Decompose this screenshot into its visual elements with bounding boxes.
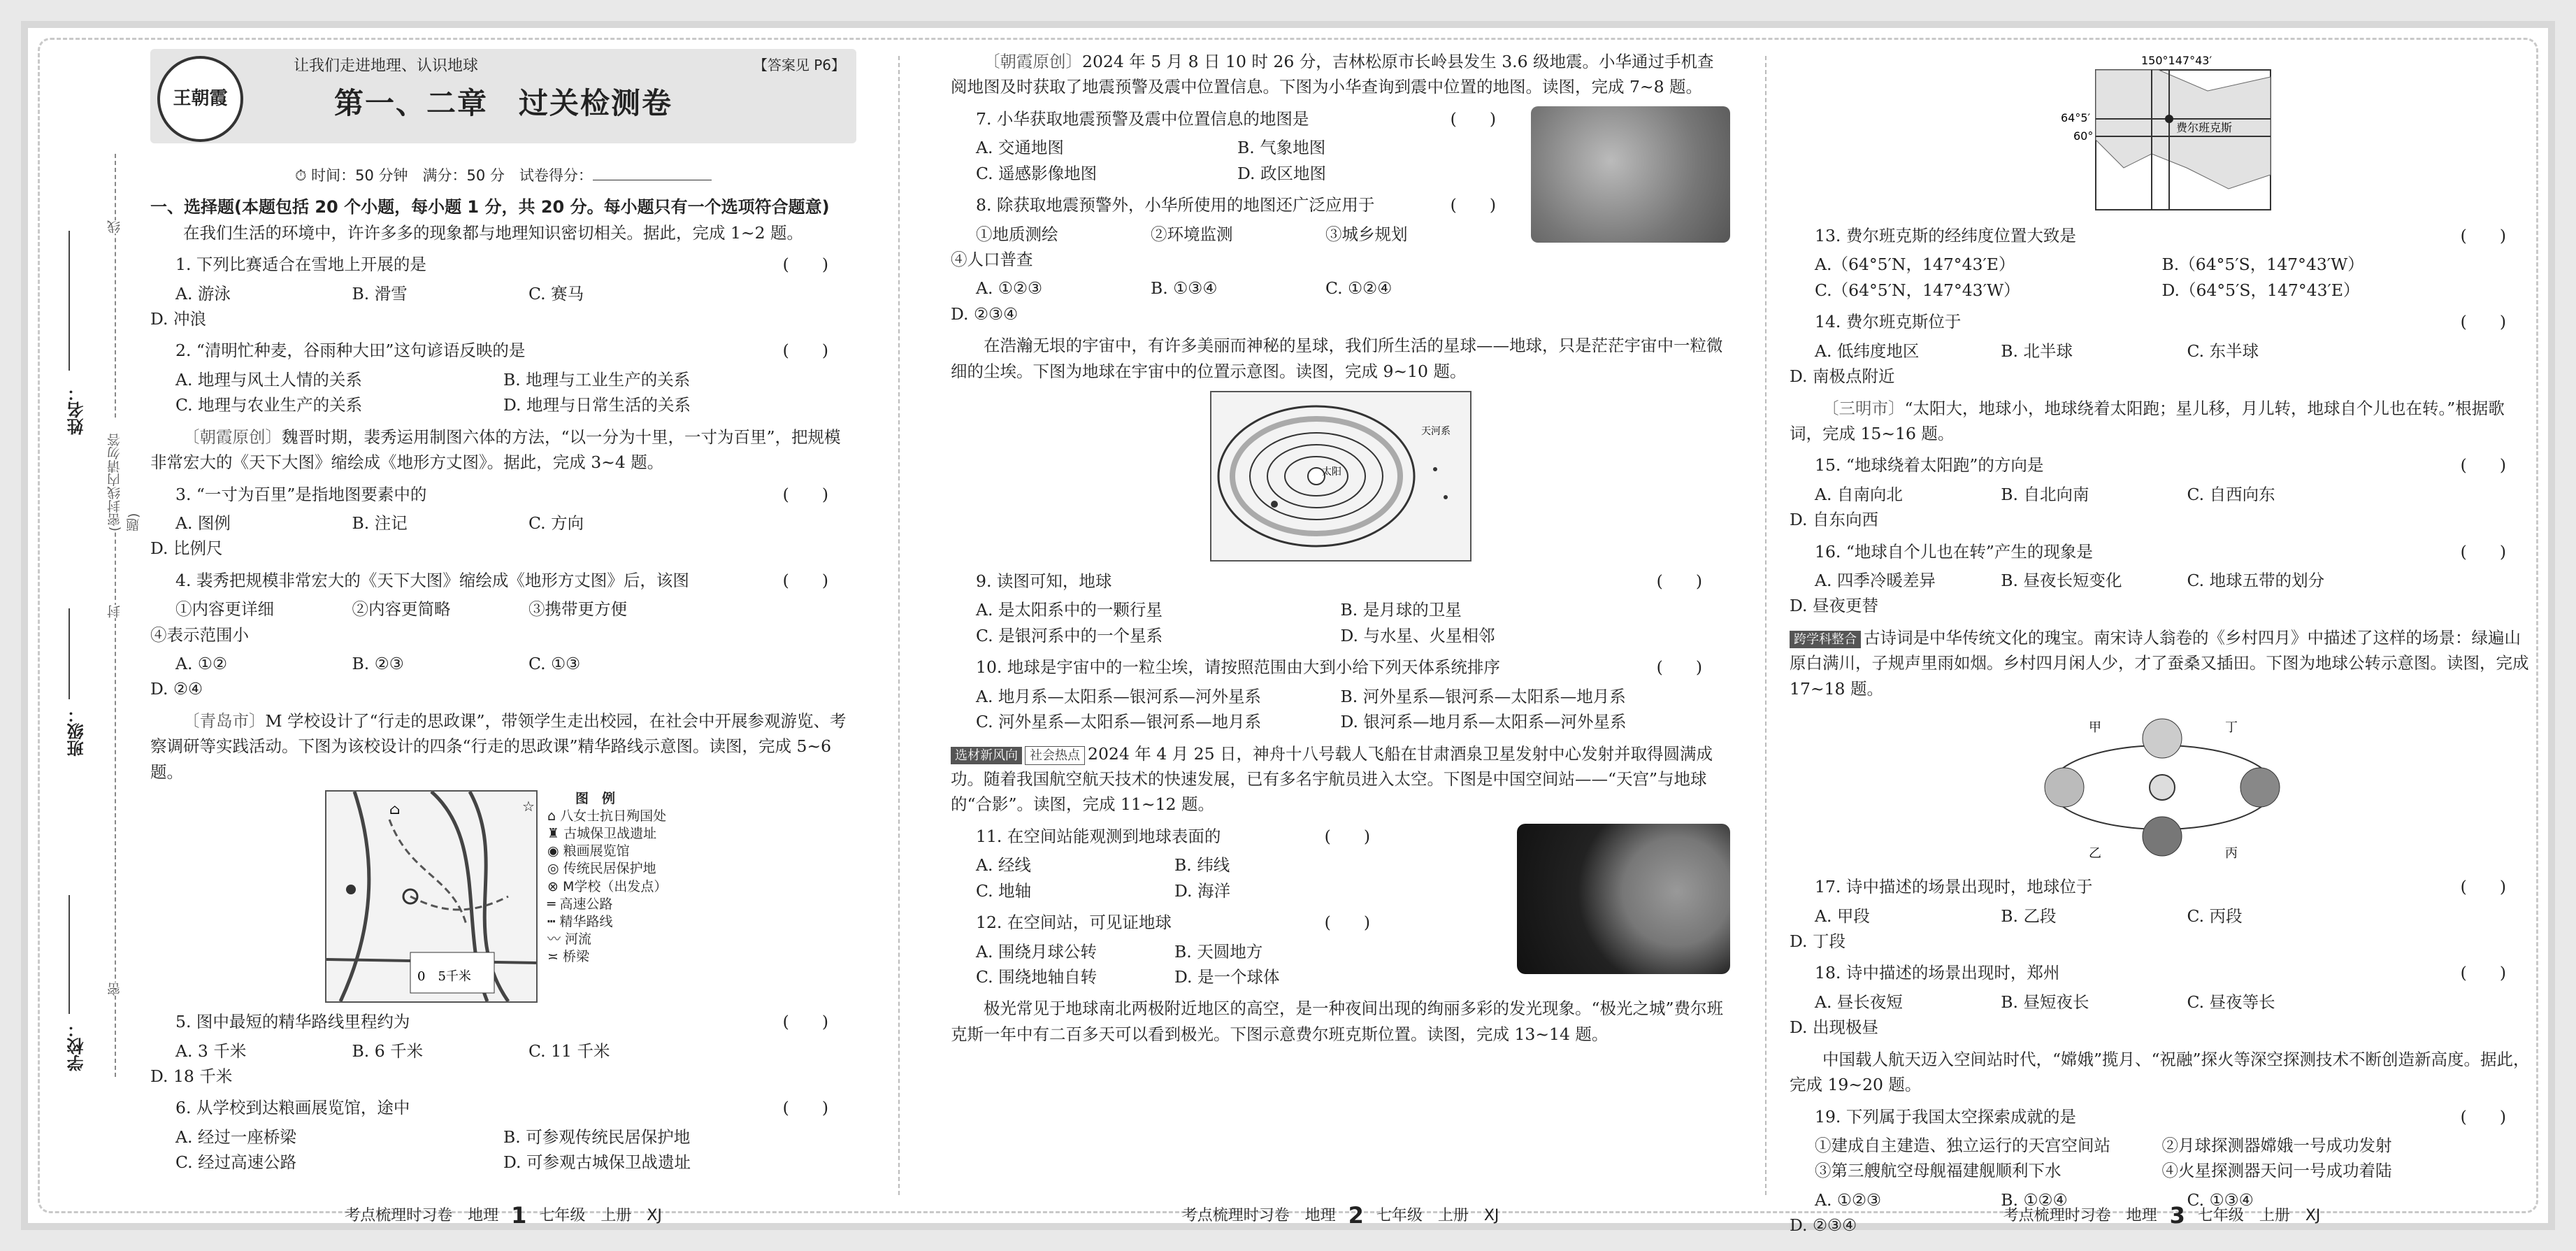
intro-15-16-text: “太阳大，地球小，地球绕着太阳跑；星儿移，月儿转，地球自个儿也在转。”根据歌词，完成 15~16 题。 <box>1790 398 2505 443</box>
q8-item-2: ②环境监测 <box>1151 224 1233 244</box>
q4-item-2: ②内容更简略 <box>352 599 451 620</box>
q17-stem: 17. 诗中描述的场景出现时，地球位于 <box>1815 877 2093 897</box>
q6-option-c[interactable]: C. 经过高速公路 <box>175 1152 297 1173</box>
legend-residence: 传统民居保护地 <box>563 861 656 877</box>
legend-route: 精华路线 <box>559 913 613 929</box>
q14-option-a[interactable]: A. 低纬度地区 <box>1815 341 1920 361</box>
column-divider-2 <box>1765 56 1766 1195</box>
q14-stem: 14. 费尔班克斯位于 <box>1815 312 1962 332</box>
solar-system-figure <box>1210 391 1472 562</box>
school-label: 学校： <box>67 1021 87 1071</box>
q9-option-c[interactable]: C. 是银河系中的一个星系 <box>976 625 1163 645</box>
q9-answer-blank[interactable]: ( ) <box>1656 571 1702 592</box>
orbit-label-ding: 丁 <box>2224 720 2238 736</box>
intro-5-6 <box>150 708 856 785</box>
intro-5-6-text: M 学校设计了“行走的思政课”，带领学生走出校园，在社会中开展参观游览、考察调研等实践活动。下图为该校设计的四条“行走的思政课”精华路线示意图。读图，完成 5~6 题。 <box>150 710 847 782</box>
q4-option-b[interactable]: B. ②③ <box>352 654 404 674</box>
intro-13-14: 极光常见于地球南北两极附近地区的高空，是一种夜间出现的绚丽多彩的发光现象。“极光之城”费尔班克斯一年中有二百多天可以看到极光。下图示意费尔班克斯位置。读图，完成 13~14 题。 <box>951 999 1724 1044</box>
q7-option-b[interactable]: B. 气象地图 <box>1237 138 1326 158</box>
q10-option-d[interactable]: D. 银河系—地月系—太阳系—河外星系 <box>1340 712 1627 732</box>
q1-option-a[interactable]: A. 游泳 <box>175 283 231 303</box>
intro-3-4-source: 〔朝霞原创〕 <box>183 427 282 447</box>
q8-item-1: ①地质测绘 <box>976 224 1058 244</box>
q8-answer-blank[interactable]: ( ) <box>1450 195 1496 215</box>
q12-answer-blank[interactable]: ( ) <box>1324 913 1370 933</box>
q18-option-c[interactable]: C. 昼夜等长 <box>2187 992 2275 1012</box>
q17-option-d[interactable]: D. 丁段 <box>1790 931 1845 952</box>
lat-64-label: 64°5′ <box>2060 111 2090 124</box>
lat-60-label: 60° <box>2073 129 2093 143</box>
footer-2-left: 考点梳理时习卷 地理 <box>1181 1207 1336 1225</box>
tag-hot-topic: 社会热点 <box>1025 746 1085 765</box>
q7-answer-blank[interactable]: ( ) <box>1450 108 1496 129</box>
tag-interdisciplinary: 跨学科整合 <box>1790 631 1861 648</box>
q5-stem: 5. 图中最短的精华路线里程约为 <box>175 1012 410 1032</box>
q4-item-1: ①内容更详细 <box>175 599 274 620</box>
q12-option-c[interactable]: C. 围绕地轴自转 <box>976 966 1098 987</box>
intro-15-16 <box>1790 396 2534 447</box>
question-16 <box>1790 539 2534 619</box>
q15-option-d[interactable]: D. 自东向西 <box>1790 510 1878 530</box>
question-4 <box>150 568 856 702</box>
q4-answer-blank[interactable]: ( ) <box>782 570 828 590</box>
q5-option-d[interactable]: D. 18 千米 <box>150 1066 233 1087</box>
earth-position-right <box>2240 768 2280 807</box>
q16-option-a[interactable]: A. 四季冷暖差异 <box>1815 571 1936 591</box>
q2-option-b[interactable]: B. 地理与工业生产的关系 <box>503 369 691 389</box>
q9-stem: 9. 读图可知，地球 <box>976 571 1112 592</box>
q16-option-b[interactable]: B. 昼夜长短变化 <box>2001 571 2122 591</box>
name-line[interactable] <box>69 231 70 371</box>
exhibit-hall-marker <box>346 885 356 894</box>
intro-17-18 <box>1790 625 2534 701</box>
q8-item-3: ③城乡规划 <box>1325 224 1408 244</box>
q10-stem: 10. 地球是宇宙中的一粒尘埃，请按照范围由大到小给下列天体系统排序 <box>976 657 1500 678</box>
q16-option-c[interactable]: C. 地球五带的划分 <box>2187 571 2325 591</box>
section-heading: 一、选择题(本题包括 20 个小题，每小题 1 分，共 20 分。每小题只有一个选项符合题意) <box>150 196 830 217</box>
galaxy-label: 天河系 <box>1420 426 1451 438</box>
q10-option-a[interactable]: A. 地月系—太阳系—银河系—河外星系 <box>976 686 1261 706</box>
q15-stem: 15. “地球绕着太阳跑”的方向是 <box>1815 455 2044 476</box>
page-3 <box>1790 49 2534 1236</box>
q12-option-d[interactable]: D. 是一个球体 <box>1174 966 1280 987</box>
footer-1-left: 考点梳理时习卷 地理 <box>345 1207 499 1225</box>
space-station-photo <box>1517 824 1730 974</box>
q9-option-d[interactable]: D. 与水星、火星相邻 <box>1340 625 1495 645</box>
page-number-1: 1 <box>511 1202 527 1229</box>
q3-option-a[interactable]: A. 图例 <box>175 513 231 533</box>
intro-5-6-source: 〔青岛市〕 <box>183 710 266 731</box>
footer-3-right: 七年级 上册 XJ <box>2197 1207 2321 1225</box>
q6-option-d[interactable]: D. 可参观古城保卫战遗址 <box>503 1152 691 1173</box>
q16-stem: 16. “地球自个儿也在转”产生的现象是 <box>1815 541 2093 562</box>
satellite-image <box>1531 106 1730 243</box>
footer-page-1 <box>150 1199 856 1234</box>
exam-meta: ⏱ 时间：50 分钟 满分：50 分 试卷得分： <box>150 164 856 187</box>
q19-option-a[interactable]: A. ①②③ <box>1815 1189 1882 1210</box>
q10-answer-blank[interactable]: ( ) <box>1656 657 1702 678</box>
q15-option-c[interactable]: C. 自西向东 <box>2187 484 2275 504</box>
earth-position-left <box>2045 768 2084 807</box>
question-5 <box>150 1009 856 1089</box>
question-3 <box>150 482 856 562</box>
school-line[interactable] <box>69 895 70 1014</box>
q9-option-a[interactable]: A. 是太阳系中的一颗行星 <box>976 600 1163 620</box>
intro-7-8 <box>951 49 1730 100</box>
q4-item-4: ④表示范围小 <box>150 624 249 645</box>
intro-15-16-source: 〔三明市〕 <box>1822 398 1905 418</box>
q19-stem: 19. 下列属于我国太空探索成就的是 <box>1815 1106 2076 1127</box>
q10-option-b[interactable]: B. 河外星系—银河系—太阳系—地月系 <box>1340 686 1626 706</box>
q1-option-b[interactable]: B. 滑雪 <box>352 283 408 303</box>
question-9 <box>951 569 1730 648</box>
q19-option-c[interactable]: C. ①③④ <box>2187 1189 2254 1210</box>
q14-option-c[interactable]: C. 东半球 <box>2187 341 2259 361</box>
q14-answer-blank[interactable]: ( ) <box>2460 312 2506 332</box>
star-2 <box>1444 495 1448 499</box>
fairbanks-point <box>2165 115 2173 123</box>
q19-option-b[interactable]: B. ①②④ <box>2001 1189 2068 1210</box>
q17-answer-blank[interactable]: ( ) <box>2460 877 2506 897</box>
q1-stem: 1. 下列比赛适合在雪地上开展的是 <box>175 255 426 275</box>
q6-option-a[interactable]: A. 经过一座桥梁 <box>175 1127 296 1147</box>
q2-option-c[interactable]: C. 地理与农业生产的关系 <box>175 395 363 415</box>
intro-11-12-text: 2024 年 4 月 25 日，神舟十八号载人飞船在甘肃酒泉卫星发射中心发射并取得圆满成功。随着我国航空航天技术的快速发展，已有多名宇航员进入太空。下图是中国空间站——“天宫”与地球的“合影”。读图，完成 11~12 题。 <box>951 743 1713 815</box>
q8-item-4: ④人口普查 <box>951 249 1033 269</box>
q11-option-c[interactable]: C. 地轴 <box>976 880 1032 901</box>
q13-stem: 13. 费尔班克斯的经纬度位置大致是 <box>1815 226 2076 245</box>
map-legend: 图 例 ⌂ 八女士抗日殉国处 ♜ 古城保卫战遗址 ◉ 粮画展览馆 ◎ 传统民居保护地 ⊗ M学校（出发点） ═ 高速公路 ┅ 精华路线 〰 河流 ≍ 桥梁 <box>547 791 668 964</box>
intro-17-18-text: 古诗词是中华传统文化的瑰宝。南宋诗人翁卷的《乡村四月》中描述了这样的场景：绿遍山原白满川，子规声里雨如烟。乡村四月闲人少，才了蚕桑又插田。下图为地球公转示意图。读图，完成 17~18 题。 <box>1790 627 2529 699</box>
q7-option-d[interactable]: D. 政区地图 <box>1237 163 1326 183</box>
question-10 <box>951 655 1730 734</box>
page-number-3: 3 <box>2169 1202 2185 1229</box>
q4-option-d[interactable]: D. ②④ <box>150 679 203 699</box>
q15-option-b[interactable]: B. 自北向南 <box>2001 484 2089 504</box>
footer-page-2 <box>951 1199 1730 1234</box>
orbit-sun <box>2150 775 2175 800</box>
slogan: 让我们走进地理、认识地球 <box>294 57 479 75</box>
q6-answer-blank[interactable]: ( ) <box>782 1098 828 1118</box>
q5-answer-blank[interactable]: ( ) <box>782 1012 828 1032</box>
orbit-label-yi: 乙 <box>2088 846 2101 862</box>
q5-option-a[interactable]: A. 3 千米 <box>175 1041 247 1061</box>
question-14 <box>1790 309 2534 389</box>
q2-option-d[interactable]: D. 地理与日常生活的关系 <box>503 395 691 415</box>
q6-option-b[interactable]: B. 可参观传统民居保护地 <box>503 1127 691 1147</box>
q13-option-c[interactable]: C.（64°5′N，147°43′W） <box>1815 280 2020 300</box>
q12-option-b[interactable]: B. 天圆地方 <box>1174 941 1263 962</box>
q4-option-c[interactable]: C. ①③ <box>528 654 581 674</box>
name-label: 姓名： <box>67 385 87 435</box>
answer-reference: 【答案见 P6】 <box>753 57 845 73</box>
q3-answer-blank[interactable]: ( ) <box>782 484 828 504</box>
q3-option-c[interactable]: C. 方向 <box>528 513 584 533</box>
questions-7-8-block <box>951 106 1730 327</box>
q17-option-b[interactable]: B. 乙段 <box>2001 906 2057 926</box>
q2-stem: 2. “清明忙种麦，谷雨种大田”这句谚语反映的是 <box>175 341 526 361</box>
q8-option-d[interactable]: D. ②③④ <box>951 303 1019 324</box>
seal-notice: (密封线内请勿答题) <box>105 420 143 531</box>
earth <box>1271 501 1278 508</box>
q5-option-b[interactable]: B. 6 千米 <box>352 1041 424 1061</box>
q19-item-2: ②月球探测器嫦娥一号成功发射 <box>2161 1135 2392 1155</box>
intro-11-12 <box>951 741 1730 817</box>
q18-answer-blank[interactable]: ( ) <box>2460 963 2506 983</box>
q3-option-d[interactable]: D. 比例尺 <box>150 538 223 559</box>
q8-option-c[interactable]: C. ①②④ <box>1325 278 1393 299</box>
class-label: 班级： <box>67 706 87 757</box>
intro-3-4-text: 魏晋时期，裴秀运用制图六体的方法，“以一分为十里，一寸为百里”，把规模非常宏大的《天下大图》缩绘成《地形方丈图》。据此，完成 3~4 题。 <box>150 427 841 473</box>
fairbanks-map <box>2047 49 2278 217</box>
legend-title: 图 例 <box>575 791 616 807</box>
legend-memorial: 八女士抗日殉国处 <box>560 808 667 824</box>
q14-option-b[interactable]: B. 北半球 <box>2001 341 2073 361</box>
question-1 <box>150 252 856 331</box>
q3-stem: 3. “一寸为百里”是指地图要素中的 <box>175 484 427 504</box>
orbit-label-jia: 甲 <box>2088 720 2101 736</box>
q10-option-c[interactable]: C. 河外星系—太阳系—银河系—地月系 <box>976 712 1262 732</box>
fairbanks-label: 费尔班克斯 <box>2175 121 2232 134</box>
q1-option-d[interactable]: D. 冲浪 <box>150 309 206 329</box>
study-route <box>389 820 508 924</box>
intro-7-8-text: 2024 年 5 月 8 日 10 时 26 分，吉林松原市长岭县发生 3.6 级地震。小华通过手机查阅地图及时获取了地震预警及震中位置信息。下图为小华查询到震中位置的地图。读图，完成 7~8 题。 <box>951 52 1714 97</box>
q18-option-a[interactable]: A. 昼长夜短 <box>1815 992 1903 1012</box>
scale-label: 0 5千米 <box>417 969 471 985</box>
memorial-marker: ☆ <box>522 798 535 815</box>
title-banner <box>150 49 856 143</box>
q8-option-a[interactable]: A. ①②③ <box>976 278 1043 299</box>
sun-label: 太阳 <box>1321 466 1341 478</box>
question-13 <box>1790 223 2534 303</box>
fairbanks-lon-labels: 150°147°43′ <box>2140 54 2212 67</box>
q1-option-c[interactable]: C. 赛马 <box>528 283 584 303</box>
footer-2-right: 七年级 上册 XJ <box>1376 1207 1499 1225</box>
q19-option-d[interactable]: D. ②③④ <box>1790 1215 1857 1236</box>
legend-river: 河流 <box>565 931 592 947</box>
column-divider-1 <box>898 56 900 1195</box>
q13-option-b[interactable]: B.（64°5′S，147°43′W） <box>2161 255 2364 275</box>
page-1 <box>150 49 856 1229</box>
q9-option-b[interactable]: B. 是月球的卫星 <box>1340 600 1462 620</box>
questions-11-12-block <box>951 824 1730 990</box>
question-15 <box>1790 452 2534 532</box>
footer-1-right: 七年级 上册 XJ <box>539 1207 662 1225</box>
route-map-figure <box>325 790 856 1003</box>
q11-answer-blank[interactable]: ( ) <box>1324 826 1370 846</box>
q6-stem: 6. 从学校到达粮画展览馆，途中 <box>175 1098 410 1118</box>
intro-3-4 <box>150 424 856 476</box>
route-map <box>325 790 538 1003</box>
intro-19-20: 中国载人航天迈入空间站时代，“嫦娥”揽月、“祝融”探火等深空探测技术不断创造新高度。据此，完成 19~20 题。 <box>1790 1049 2530 1095</box>
q16-option-d[interactable]: D. 昼夜更替 <box>1790 596 1878 616</box>
q17-option-a[interactable]: A. 甲段 <box>1815 906 1870 926</box>
road-1 <box>340 792 369 1001</box>
q5-option-c[interactable]: C. 11 千米 <box>528 1041 610 1061</box>
q8-option-b[interactable]: B. ①③④ <box>1151 278 1218 299</box>
intro-9-10: 在浩瀚无垠的宇宙中，有许多美丽而神秘的星球，我们所生活的星球——地球，只是茫茫宇宙中一粒微细的尘埃。下图为地球在宇宙中的位置示意图。读图，完成 9~10 题。 <box>951 336 1723 381</box>
exam-meta-text: 时间：50 分钟 满分：50 分 试卷得分： <box>311 167 593 184</box>
q18-option-d[interactable]: D. 出现极昼 <box>1790 1017 1878 1038</box>
question-17 <box>1790 874 2534 954</box>
question-6 <box>150 1095 856 1175</box>
q7-option-a[interactable]: A. 交通地图 <box>976 138 1064 158</box>
q18-stem: 18. 诗中描述的场景出现时，郑州 <box>1815 963 2060 983</box>
question-12 <box>951 910 1398 989</box>
seal-char-3: 密 <box>105 982 124 996</box>
q17-option-c[interactable]: C. 丙段 <box>2187 906 2243 926</box>
q14-option-d[interactable]: D. 南极点附近 <box>1790 366 1895 387</box>
tag-new-trend: 选材新风向 <box>951 747 1022 764</box>
q15-answer-blank[interactable]: ( ) <box>2460 455 2506 476</box>
q13-answer-blank[interactable]: ( ) <box>2460 226 2506 245</box>
question-2 <box>150 338 856 417</box>
q7-stem: 7. 小华获取地震预警及震中位置信息的地图是 <box>976 108 1309 129</box>
earth-position-top <box>2143 719 2182 758</box>
intro-7-8-source: 〔朝霞原创〕 <box>984 52 1082 71</box>
question-7 <box>951 106 1524 186</box>
question-8 <box>951 192 1524 217</box>
q11-option-a[interactable]: A. 经线 <box>976 855 1031 875</box>
q11-stem: 11. 在空间站能观测到地球表面的 <box>976 826 1221 846</box>
footer-3-left: 考点梳理时习卷 地理 <box>2003 1207 2157 1225</box>
seal-char-1: 线 <box>105 220 124 234</box>
q19-item-3: ③第三艘航空母舰福建舰顺利下水 <box>1815 1161 2061 1181</box>
question-11 <box>951 824 1398 903</box>
q18-option-b[interactable]: B. 昼短夜长 <box>2001 992 2089 1012</box>
orbit-label-bing: 丙 <box>2224 846 2238 862</box>
q13-option-d[interactable]: D.（64°5′S，147°43′E） <box>2161 280 2360 300</box>
q12-option-a[interactable]: A. 围绕月球公转 <box>976 941 1097 962</box>
q4-item-3: ③携带更方便 <box>528 599 627 620</box>
q19-item-1: ①建成自主建造、独立运行的天宫空间站 <box>1815 1135 2110 1155</box>
q16-answer-blank[interactable]: ( ) <box>2460 541 2506 562</box>
q2-option-a[interactable]: A. 地理与风土人情的关系 <box>175 369 362 389</box>
page-number-2: 2 <box>1348 1202 1364 1229</box>
q7-option-c[interactable]: C. 遥感影像地图 <box>976 163 1098 183</box>
star-1 <box>1433 467 1437 471</box>
q4-stem: 4. 裴秀把规模非常宏大的《天下大图》缩绘成《地形方丈图》后，该图 <box>175 570 689 590</box>
footer-page-3 <box>1790 1199 2534 1234</box>
legend-bridge: 桥梁 <box>562 948 589 964</box>
page-2 <box>951 49 1730 1229</box>
earth-position-bottom <box>2143 817 2182 856</box>
logo-text: 王朝霞 <box>173 88 228 110</box>
page-title: 第一、二章 过关检测卷 <box>333 86 672 120</box>
class-line[interactable] <box>69 608 70 699</box>
ruins-marker: ⌂ <box>389 801 401 818</box>
legend-ruins: 古城保卫战遗址 <box>563 826 657 842</box>
q19-item-4: ④火星探测器天问一号成功着陆 <box>2161 1161 2392 1181</box>
q12-stem: 12. 在空间站，可见证地球 <box>976 913 1172 933</box>
question-18 <box>1790 960 2534 1040</box>
binding-margin <box>64 154 141 1077</box>
earth-orbit-figure <box>2022 707 2302 868</box>
intro-1-2: 在我们生活的环境中，许许多多的现象都与地理知识密切相关。据此，完成 1~2 题。 <box>183 222 804 243</box>
legend-highway: 高速公路 <box>559 896 613 912</box>
q11-option-b[interactable]: B. 纬线 <box>1174 855 1230 875</box>
q1-answer-blank[interactable]: ( ) <box>782 255 828 275</box>
legend-school: M学校（出发点） <box>562 878 668 894</box>
q11-option-d[interactable]: D. 海洋 <box>1174 880 1230 901</box>
q15-option-a[interactable]: A. 自南向北 <box>1815 484 1903 504</box>
seal-char-2: 封 <box>105 605 124 618</box>
q4-option-a[interactable]: A. ①② <box>175 654 228 674</box>
q3-option-b[interactable]: B. 注记 <box>352 513 408 533</box>
q8-stem: 8. 除获取地震预警外，小华所使用的地图还广泛应用于 <box>976 195 1375 215</box>
legend-exhibit: 粮画展览馆 <box>563 843 630 859</box>
q2-answer-blank[interactable]: ( ) <box>782 341 828 361</box>
q19-answer-blank[interactable]: ( ) <box>2460 1106 2506 1127</box>
q13-option-a[interactable]: A.（64°5′N，147°43′E） <box>1815 255 2015 275</box>
